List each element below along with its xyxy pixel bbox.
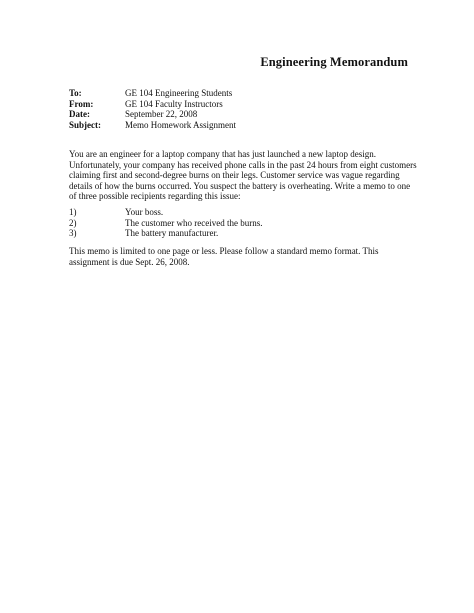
header-row-subject xyxy=(69,120,236,131)
paragraph-line: This memo is limited to one page or less. Please follow a standard memo format. This xyxy=(69,246,379,256)
requirements-paragraph xyxy=(69,246,414,267)
subject-value: Memo Homework Assignment xyxy=(125,119,236,130)
paragraph-line: details of how the burns occurred. You suspect the battery is overheating. Write a memo to one xyxy=(69,180,411,191)
assignment-paragraph xyxy=(69,149,417,202)
header-row-from xyxy=(69,99,236,110)
list-item xyxy=(69,207,262,218)
list-text: The customer who received the burns. xyxy=(125,217,263,228)
header-row-to xyxy=(69,88,236,99)
memo-header xyxy=(69,88,236,130)
list-item xyxy=(69,218,262,229)
subject-label: Subject: xyxy=(69,119,101,130)
paragraph-line: Unfortunately, your company has received phone calls in the past 24 hours from eight customers xyxy=(69,159,417,170)
list-text: The battery manufacturer. xyxy=(125,228,219,239)
paragraph-line: of three possible recipients regarding this issue: xyxy=(69,191,241,202)
date-label: Date: xyxy=(69,109,90,120)
list-item xyxy=(69,228,262,239)
list-number: 3) xyxy=(69,228,77,239)
recipient-list xyxy=(69,207,262,239)
to-value: GE 104 Engineering Students xyxy=(125,88,233,98)
from-value: GE 104 Faculty Instructors xyxy=(125,98,223,109)
paragraph-line: assignment is due Sept. 26, 2008. xyxy=(69,256,190,267)
to-label: To: xyxy=(69,88,82,98)
paragraph-line: You are an engineer for a laptop company that has just launched a new laptop design. xyxy=(69,149,376,159)
header-row-date xyxy=(69,109,236,120)
list-number: 1) xyxy=(69,207,77,217)
from-label: From: xyxy=(69,98,94,109)
paragraph-line: claiming first and second-degree burns on their legs. Customer service was vague regarding xyxy=(69,170,400,181)
date-value: September 22, 2008 xyxy=(125,109,198,120)
list-text: Your boss. xyxy=(125,207,164,217)
list-number: 2) xyxy=(69,217,77,228)
memo-title: Engineering Memorandum xyxy=(260,55,408,69)
